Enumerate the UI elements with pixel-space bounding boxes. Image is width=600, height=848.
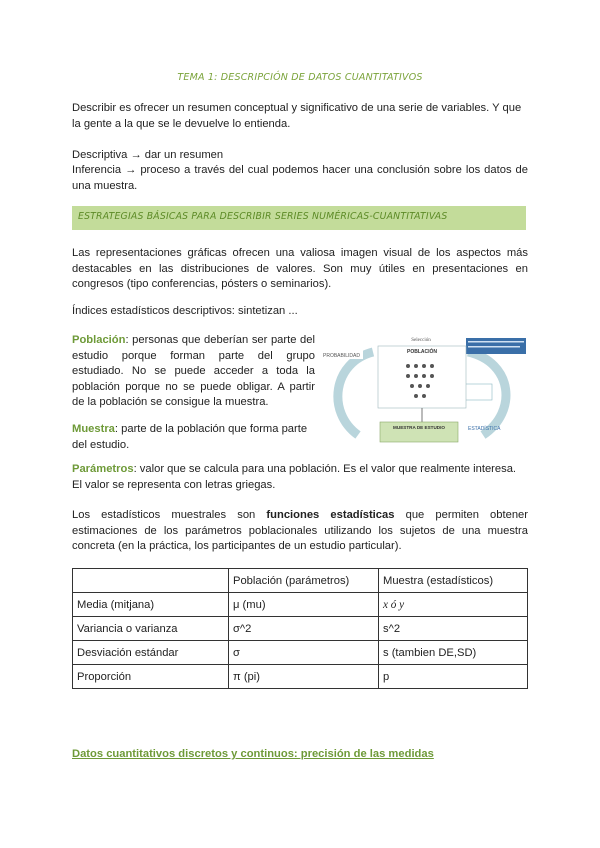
muestra-label: MUESTRA DE ESTUDIO: [393, 425, 445, 430]
table-row: [73, 641, 528, 665]
population-box: [378, 346, 466, 408]
table-header-cell: [73, 569, 229, 593]
estadisticos-after: que permiten obtener estimaciones de los parámetros poblacionales utilizando los sujetos de una muestra concreta (en la práctica, los participantes de un estudio particular).: [72, 509, 529, 552]
poblacion-label: POBLACIÓN: [407, 349, 437, 355]
muestra-paragraph: [72, 422, 315, 453]
population-sample-diagram: [318, 332, 528, 447]
estadistica-label: ESTADÍSTICA: [468, 426, 501, 432]
table-cell: π (pi): [229, 665, 379, 689]
table-cell: Proporción: [73, 665, 229, 689]
table-cell: Media (mitjana): [73, 593, 229, 617]
estadisticos-paragraph: [72, 508, 528, 555]
section-subtitle: Datos cuantitativos discretos y continuos: precisión de las medidas: [72, 748, 434, 760]
intro-paragraph: Describir es ofrecer un resumen conceptual y significativo de una serie de variables. Y que la gente a la que se le devuelve lo entienda.: [72, 102, 522, 130]
table-cell: x ó y: [379, 593, 528, 617]
parametros-paragraph: [72, 462, 528, 493]
table-cell: μ (mu): [229, 593, 379, 617]
muestra-text: : parte de la población que forma parte del estudio.: [72, 423, 308, 451]
table-cell: Variancia o varianza: [73, 617, 229, 641]
table-cell: Desviación estándar: [73, 641, 229, 665]
seleccion-label: Selección: [411, 338, 431, 343]
section-banner: [72, 206, 526, 230]
table-cell: s (tambien DE,SD): [379, 641, 528, 665]
table-row: [73, 617, 528, 641]
table-header-cell: Muestra (estadísticos): [379, 569, 528, 593]
table-header-row: [73, 569, 528, 593]
estadisticos-bold: funciones estadísticas: [266, 509, 395, 521]
note-line: [468, 341, 524, 343]
indices-line: Índices estadísticos descriptivos: sintetizan ...: [72, 305, 298, 317]
inferencia-paragraph: Inferencia → proceso a través del cual podemos hacer una conclusión sobre los datos de una muestra.: [72, 164, 528, 192]
table-row: [73, 665, 528, 689]
parametros-text: : valor que se calcula para una población. Es el valor que realmente interesa. El valor se representa con letras griegas.: [72, 463, 517, 491]
section-banner-label: ESTRATEGIAS BÁSICAS PARA DESCRIBIR SERIES NUMÉRICAS-CUANTITATIVAS: [78, 211, 448, 222]
descriptiva-line: Descriptiva → dar un resumen: [72, 149, 224, 161]
parametros-term: Parámetros: [72, 463, 134, 475]
left-arrow-arc: [338, 352, 373, 435]
muestra-term: Muestra: [72, 423, 115, 435]
poblacion-paragraph: [72, 333, 315, 411]
representaciones-paragraph: Las representaciones gráficas ofrecen una valiosa imagen visual de los aspectos más destacables en las distribuciones de valores. Son muy útiles en presentaciones en congresos (tipo conferencias, pósters o seminarios).: [72, 247, 528, 290]
poblacion-term: Población: [72, 334, 126, 346]
table-row: [73, 593, 528, 617]
table-cell: σ^2: [229, 617, 379, 641]
table-cell: s^2: [379, 617, 528, 641]
note-line: [468, 346, 520, 348]
table-cell: σ: [229, 641, 379, 665]
table-header-cell: Población (parámetros): [229, 569, 379, 593]
estadisticos-before: Los estadísticos muestrales son: [72, 509, 267, 521]
parameters-table: [72, 568, 528, 689]
poblacion-text: : personas que deberían ser parte del estudio porque forman parte del grupo estudiado. No se puede acceder a toda la población porque no se puede obligar. A partir de la población se consigue la muestra.: [72, 334, 315, 408]
probabilidad-label: PROBABILIDAD: [323, 353, 360, 359]
page-title: TEMA 1: DESCRIPCIÓN DE DATOS CUANTITATIVOS: [177, 72, 423, 83]
diagram-svg: [318, 332, 528, 447]
table-cell: p: [379, 665, 528, 689]
